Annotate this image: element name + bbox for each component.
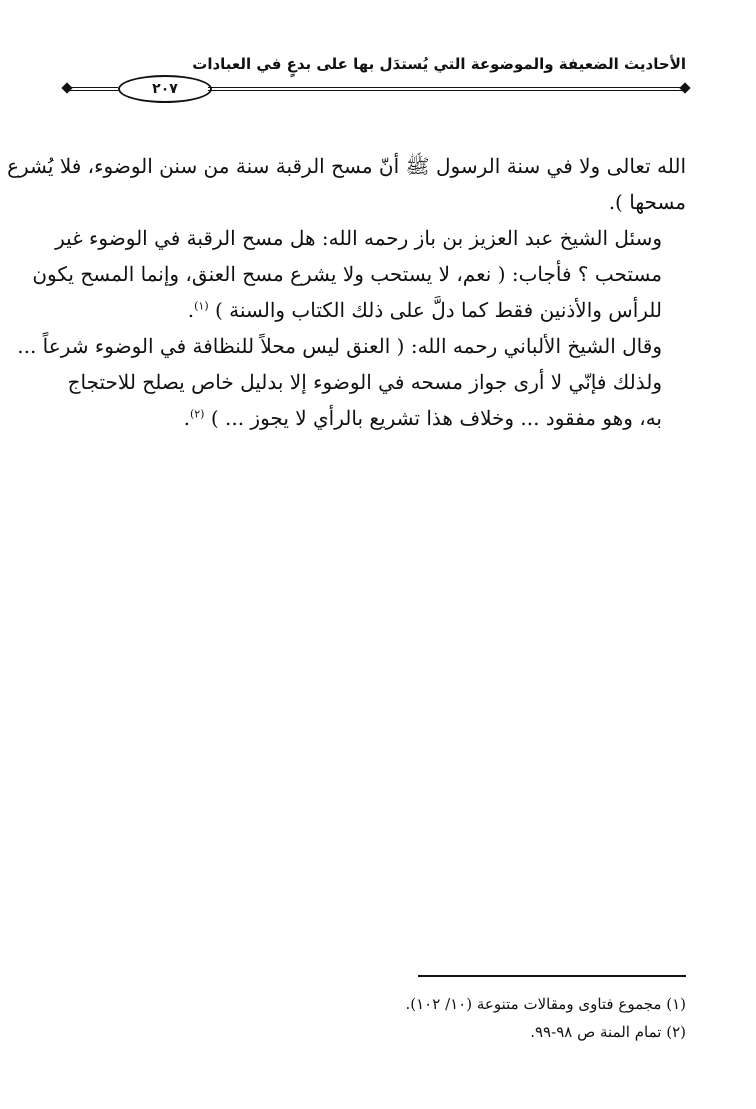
main-text bbox=[7, 148, 686, 436]
footnote-2: (٢) تمام المنة ص ٩٨-٩٩. bbox=[530, 1023, 686, 1041]
text-segment: للرأس والأذنين فقط كما دلَّ على ذلك الكتاب والسنة ) bbox=[214, 298, 662, 322]
text-segment: به، وهو مفقود ... وخلاف هذا تشريع بالرأي لا يجوز ... ) bbox=[210, 406, 662, 430]
paragraph-1 bbox=[7, 148, 686, 220]
header-rule-right bbox=[208, 87, 683, 91]
text-line: ولذلك فإنّي لا أرى جواز مسحه في الوضوء إلا بدليل خاص يصلح للاحتجاج bbox=[67, 370, 662, 394]
text-line: مسحها ). bbox=[608, 190, 686, 214]
running-title: الأحاديث الضعيفة والموضوعة التي يُستدَل بها على بدعٍ في العبادات bbox=[192, 55, 686, 73]
page-number: ٢٠٧ bbox=[118, 75, 212, 103]
text-line bbox=[70, 400, 686, 436]
paragraph-2 bbox=[32, 220, 686, 328]
header-ornament-right bbox=[679, 82, 690, 93]
footnote-ref-2[interactable]: (٢) bbox=[189, 407, 205, 421]
footnote-1: (١) مجموع فتاوى ومقالات متنوعة (١٠/ ١٠٢). bbox=[405, 995, 686, 1013]
text-line: مستحب ؟ فأجاب: ( نعم، لا يستحب ولا يشرع مسح العنق، وإنما المسح يكون bbox=[32, 262, 662, 286]
sentence-end: . bbox=[183, 406, 190, 430]
footnotes bbox=[70, 990, 686, 1046]
footnote-ref-1[interactable]: (١) bbox=[194, 299, 209, 313]
paragraph-3 bbox=[17, 328, 686, 436]
header-rule-left bbox=[68, 87, 118, 91]
text-line: وسئل الشيخ عبد العزيز بن باز رحمه الله: هل مسح الرقبة في الوضوء غير bbox=[55, 226, 662, 250]
text-line: وقال الشيخ الألباني رحمه الله: ( العنق ليس محلاً للنظافة في الوضوء شرعاً ... bbox=[17, 334, 662, 358]
text-line bbox=[70, 292, 686, 328]
footnote-separator bbox=[418, 975, 686, 977]
text-line: الله تعالى ولا في سنة الرسول ﷺ أنّ مسح الرقبة سنة من سنن الوضوء، فلا يُشرع bbox=[7, 154, 686, 178]
sentence-end: . bbox=[187, 298, 195, 322]
